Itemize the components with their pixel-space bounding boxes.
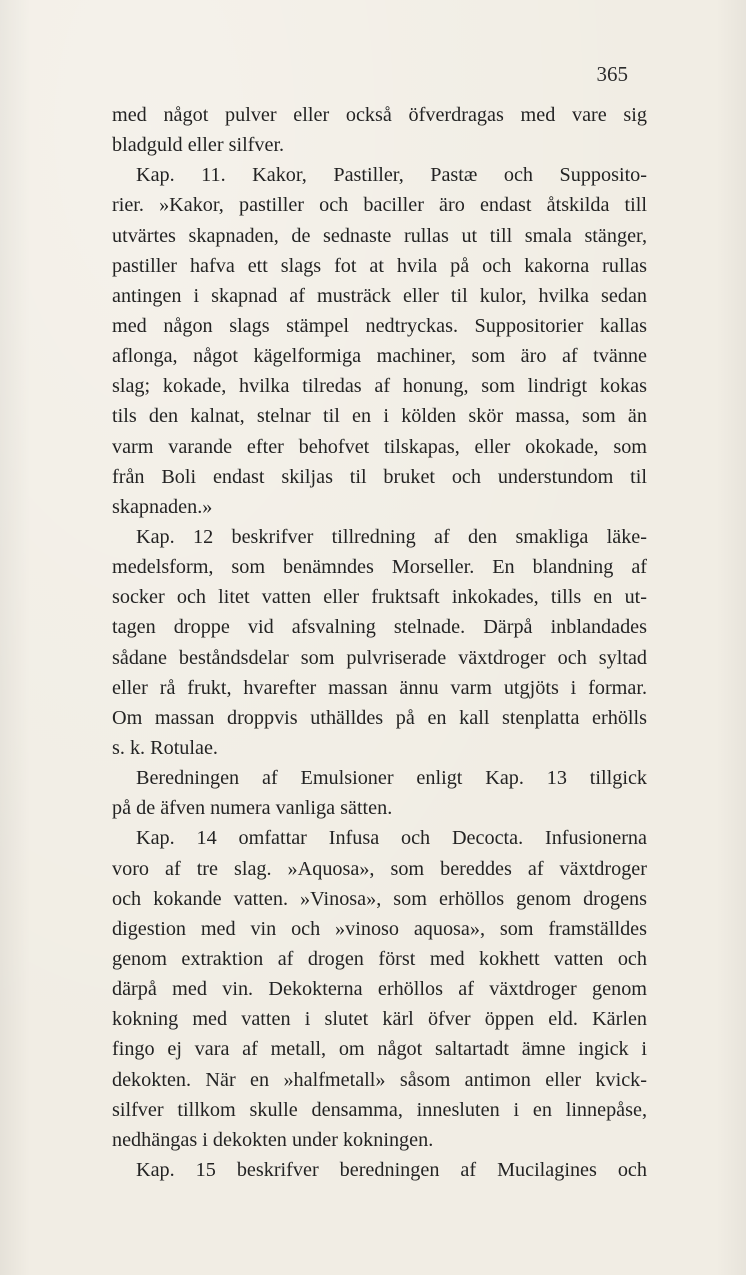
text-line: s. k. Rotulae. [112, 736, 218, 759]
text-line: bladguld eller silfver. [112, 134, 285, 157]
text-line: Beredningen af Emulsioner enligt Kap. 13 tillgick [136, 767, 647, 790]
text-line: därpå med vin. Dekokterna erhöllos af växtdroger genom [112, 978, 647, 1001]
text-line: voro af tre slag. »Aquosa», som bereddes af växtdroger [112, 857, 647, 880]
text-line: aflonga, något kägelformiga machiner, som äro af tvänne [112, 345, 647, 368]
text-line: kokning med vatten i slutet kärl öfver öppen eld. Kärlen [112, 1008, 647, 1031]
text-line: Kap. 11. Kakor, Pastiller, Pastæ och Supposito- [136, 164, 647, 187]
text-line: rier. »Kakor, pastiller och baciller äro endast åtskilda till [112, 194, 647, 217]
text-line: med något pulver eller också öfverdragas med vare sig [112, 104, 647, 126]
text-line: skapnaden.» [112, 495, 213, 518]
text-line: varm varande efter behofvet tilskapas, eller okokade, som [112, 435, 647, 458]
text-line: sådane beståndsdelar som pulvriserade växtdroger och syltad [112, 646, 647, 669]
text-line: eller rå frukt, hvarefter massan ännu varm utgjöts i formar. [112, 676, 647, 699]
text-line: med någon slags stämpel nedtryckas. Suppositorier kallas [112, 314, 647, 337]
text-line: tagen droppe vid afsvalning stelnade. Därpå inblandades [112, 616, 647, 639]
text-line: nedhängas i dekokten under kokningen. [112, 1128, 434, 1151]
text-line: utvärtes skapnaden, de sednaste rullas ut till smala stänger, [112, 224, 647, 247]
text-line: slag; kokade, hvilka tilredas af honung, som lindrigt kokas [112, 375, 647, 398]
text-line: genom extraktion af drogen först med kokhett vatten och [112, 947, 647, 970]
text-line: socker och litet vatten eller fruktsaft inkokades, tills en ut- [112, 586, 647, 609]
text-line: pastiller hafva ett slags fot at hvila på och kakorna rullas [112, 254, 647, 277]
text-line: på de äfven numera vanliga sätten. [112, 797, 393, 820]
text-line: dekokten. När en »halfmetall» såsom antimon eller kvick- [112, 1068, 647, 1091]
page-number: 365 [596, 62, 628, 86]
text-line: och kokande vatten. »Vinosa», som erhöllos genom drogens [112, 887, 647, 910]
text-line: tils den kalnat, stelnar til en i kölden skör massa, som än [112, 405, 647, 428]
text-line: antingen i skapnad af musträck eller til kulor, hvilka sedan [112, 284, 647, 307]
text-line: Kap. 14 omfattar Infusa och Decocta. Infusionerna [136, 827, 647, 850]
body-text [112, 100, 647, 1185]
text-line: från Boli endast skiljas til bruket och understundom til [112, 465, 647, 488]
text-line: digestion med vin och »vinoso aquosa», som framställdes [112, 917, 647, 940]
text-line: Kap. 15 beskrifver beredningen af Mucilagines och [136, 1158, 647, 1181]
text-line: Kap. 12 beskrifver tillredning af den smakliga läke- [136, 525, 647, 548]
text-line: Om massan droppvis uthälldes på en kall stenplatta erhölls [112, 706, 647, 729]
text-line: silfver tillkom skulle densamma, innesluten i en linnepåse, [112, 1098, 647, 1121]
text-line: fingo ej vara af metall, om något saltartadt ämne ingick i [112, 1038, 647, 1061]
text-line: medelsform, som benämndes Morseller. En blandning af [112, 556, 647, 579]
